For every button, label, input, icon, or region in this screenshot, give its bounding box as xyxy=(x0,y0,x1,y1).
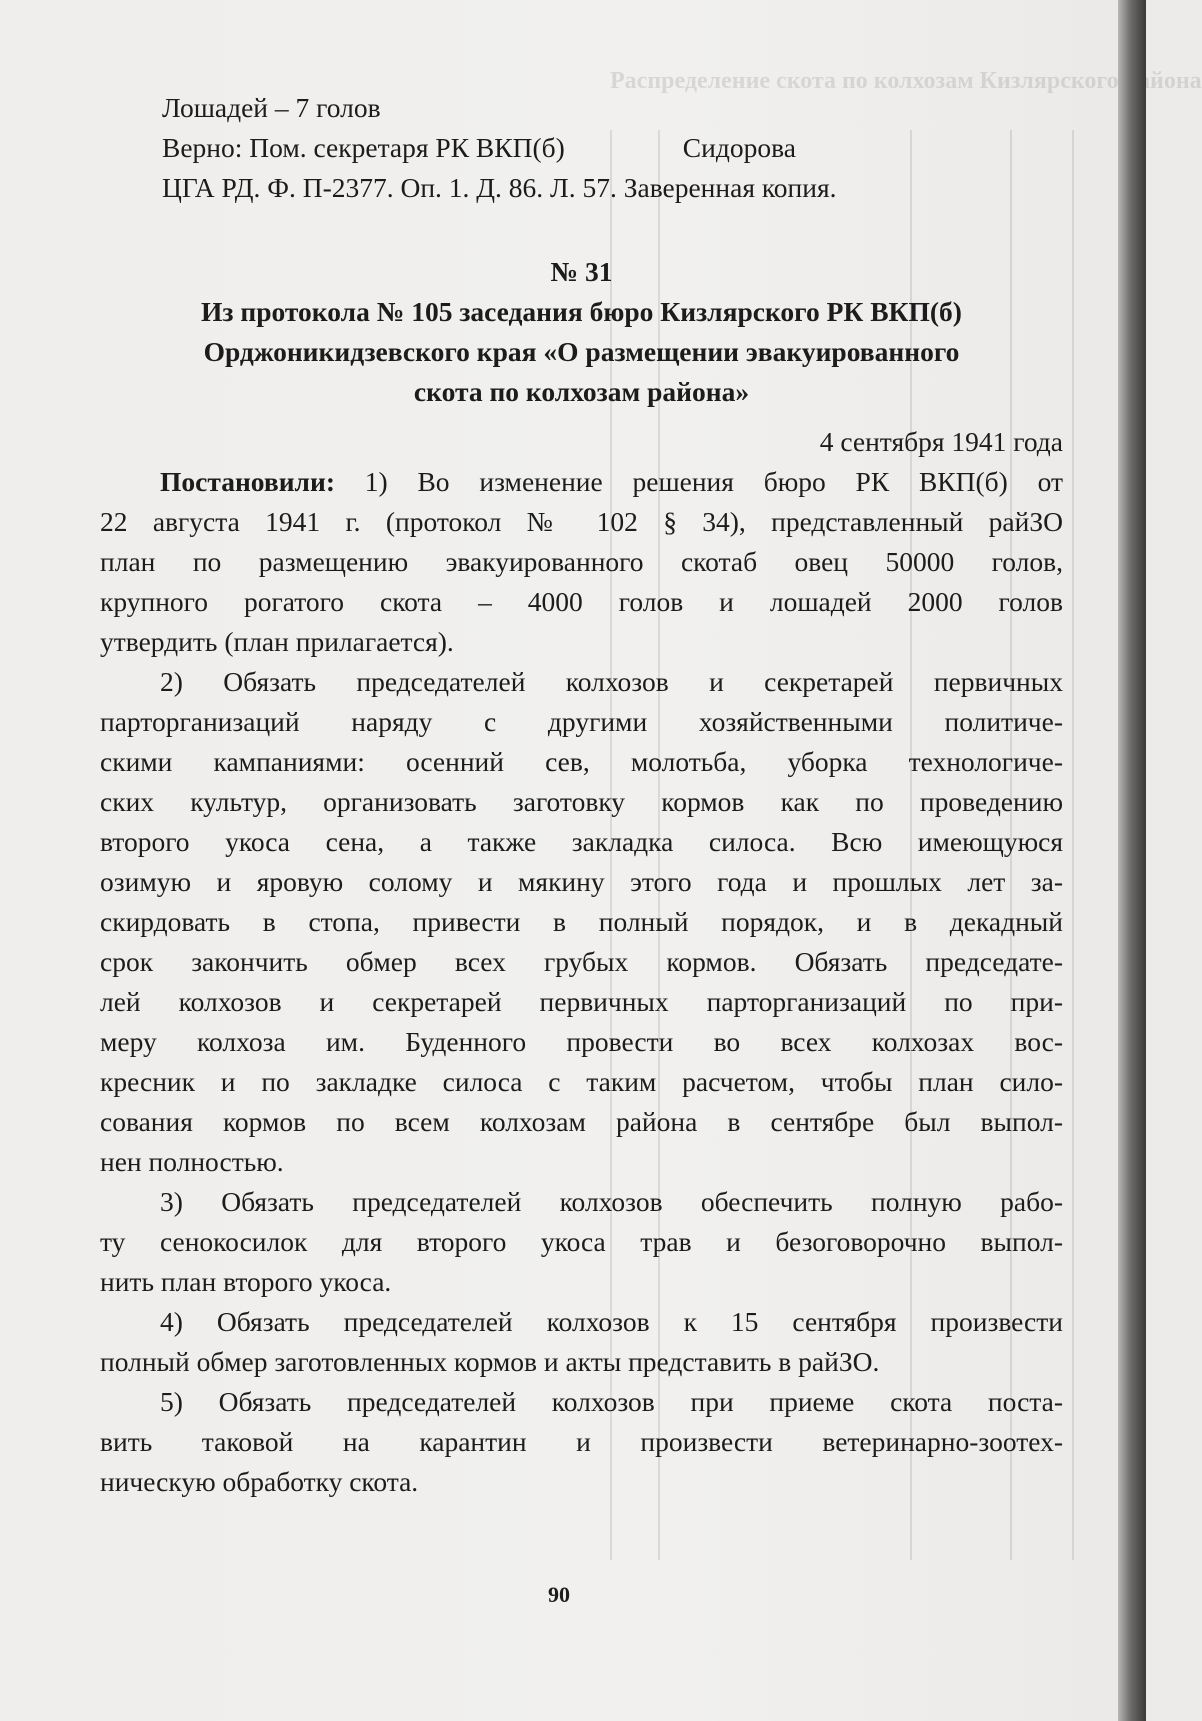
paragraph-line: 22 августа 1941 г. (протокол № 102 § 34), представленный райЗО xyxy=(100,506,1063,537)
paragraph-line: 3) Обязать председателей колхозов обеспечить полную рабо- xyxy=(160,1186,1063,1217)
paragraph-line: скими кампаниями: осенний сев, молотьба, уборка технологиче- xyxy=(100,746,1063,777)
paragraph-line: лей колхозов и секретарей первичных парторганизаций по при- xyxy=(100,986,1063,1017)
paragraph-line xyxy=(100,462,1063,502)
paragraph-line: сования кормов по всем колхозам района в сентябре был выпол- xyxy=(100,1106,1063,1137)
paragraph-4 xyxy=(100,1302,1063,1382)
paragraph-5 xyxy=(100,1382,1063,1502)
title-line: Орджоникидзевского края «О размещении эвакуированного xyxy=(203,336,960,367)
horses-line: Лошадей – 7 голов xyxy=(162,92,381,123)
paragraph-line: парторганизаций наряду с другими хозяйственными политиче- xyxy=(100,706,1063,737)
title-line: скота по колхозам района» xyxy=(413,376,750,407)
paragraph-line: ских культур, организовать заготовку кормов как по проведению xyxy=(100,786,1063,817)
bleed-through-table: Распределение скота по колхозам Кизлярского района xyxy=(610,60,1080,1530)
paragraph-line: утвердить (план прилагается). xyxy=(100,626,454,657)
title-line: Из протокола № 105 заседания бюро Кизлярского РК ВКП(б) xyxy=(201,296,962,327)
paragraph-line: нить план второго укоса. xyxy=(100,1266,392,1297)
archive-reference: ЦГА РД. Ф. П-2377. Оп. 1. Д. 86. Л. 57. Заверенная копия. xyxy=(162,172,837,203)
paragraph-2 xyxy=(100,662,1063,1182)
paragraph-line: план по размещению эвакуированного скотаб овец 50000 голов, xyxy=(100,546,1063,577)
paragraph-line: ту сенокосилок для второго укоса трав и безоговорочно выпол- xyxy=(100,1226,1063,1257)
resolved-label: Постановили: xyxy=(160,466,335,497)
paragraph-text: 1) Во изменение решения бюро РК ВКП(б) от xyxy=(334,466,1063,497)
paragraph-3 xyxy=(100,1182,1063,1302)
verified-signatory: Сидорова xyxy=(682,132,796,163)
paragraph-line: скирдовать в стопа, привести в полный порядок, и в декадный xyxy=(100,906,1063,937)
paragraph-line: 4) Обязать председателей колхозов к 15 сентября произвести xyxy=(160,1306,1063,1337)
paragraph-line: ническую обработку скота. xyxy=(100,1466,419,1497)
paragraph-1 xyxy=(100,462,1063,662)
paragraph-line: полный обмер заготовленных кормов и акты представить в райЗО. xyxy=(100,1346,880,1377)
verified-label: Верно: Пом. секретаря РК ВКП(б) xyxy=(162,132,565,163)
paragraph-line: нен полностью. xyxy=(100,1146,284,1177)
document-date: 4 сентября 1941 года xyxy=(819,426,1063,457)
document-title xyxy=(100,292,1063,412)
document-body xyxy=(100,88,1063,1502)
paragraph-line: озимую и яровую солому и мякину этого года и прошлых лет за- xyxy=(100,866,1063,897)
book-binding-edge xyxy=(1118,0,1146,1721)
paragraph-line: второго укоса сена, а также закладка силоса. Всю имеющуюся xyxy=(100,826,1063,857)
page-number: 90 xyxy=(548,1582,570,1607)
paragraph-line: срок закончить обмер всех грубых кормов. Обязать председате- xyxy=(100,946,1063,977)
paragraph-line: меру колхоза им. Буденного провести во всех колхозах вос- xyxy=(100,1026,1063,1057)
verification-line xyxy=(100,128,1063,168)
document-number: № 31 xyxy=(550,256,613,287)
paragraph-line: вить таковой на карантин и произвести ветеринарно-зоотех- xyxy=(100,1426,1063,1457)
paragraph-line: 2) Обязать председателей колхозов и секретарей первичных xyxy=(160,666,1063,697)
paragraph-line: крупного рогатого скота – 4000 голов и лошадей 2000 голов xyxy=(100,586,1063,617)
paragraph-line: 5) Обязать председателей колхозов при приеме скота поста- xyxy=(160,1386,1063,1417)
paragraph-line: кресник и по закладке силоса с таким расчетом, чтобы план сило- xyxy=(100,1066,1063,1097)
